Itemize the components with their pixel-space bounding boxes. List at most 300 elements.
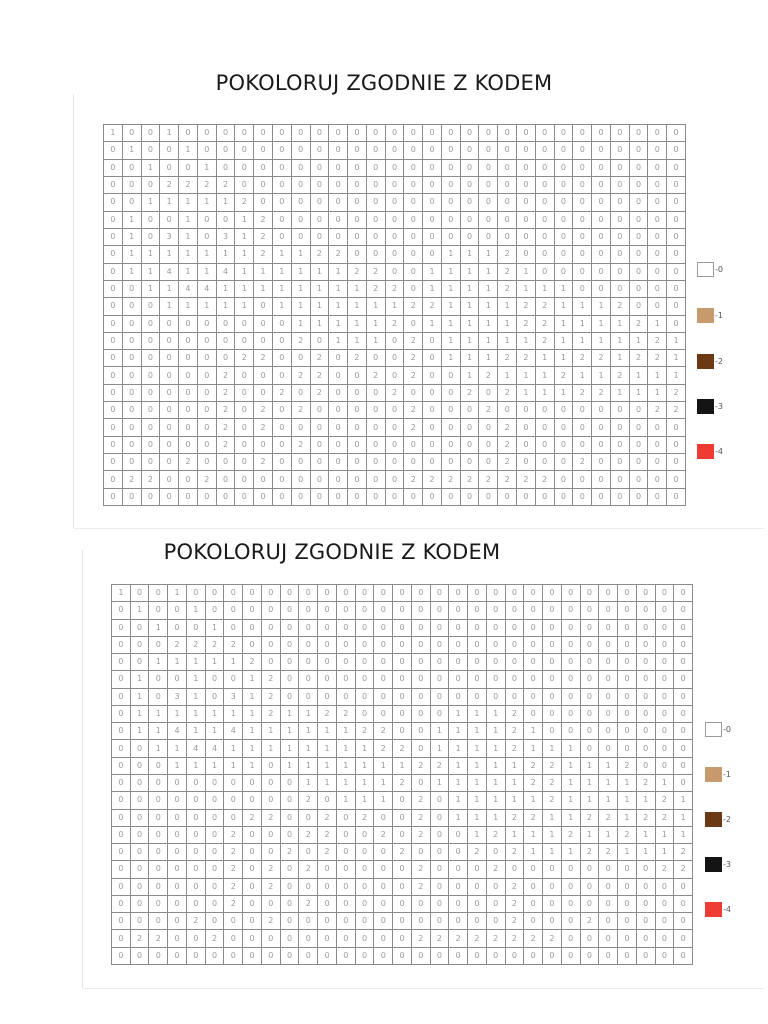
grid-cell[interactable]: 0 xyxy=(131,585,149,601)
grid-cell[interactable]: 0 xyxy=(235,316,253,332)
grid-cell[interactable]: 1 xyxy=(468,827,486,843)
grid-cell[interactable]: 1 xyxy=(562,740,580,756)
grid-cell[interactable]: 0 xyxy=(524,706,542,722)
grid-cell[interactable]: 1 xyxy=(149,654,167,670)
grid-cell[interactable]: 0 xyxy=(630,125,648,141)
grid-cell[interactable]: 0 xyxy=(243,792,261,808)
grid-cell[interactable]: 2 xyxy=(224,879,242,895)
grid-cell[interactable]: 1 xyxy=(524,723,542,739)
grid-cell[interactable]: 0 xyxy=(536,160,554,176)
grid-cell[interactable]: 1 xyxy=(160,194,178,210)
grid-cell[interactable]: 0 xyxy=(112,827,130,843)
grid-cell[interactable]: 0 xyxy=(393,810,411,826)
grid-cell[interactable]: 0 xyxy=(104,385,122,401)
grid-cell[interactable]: 2 xyxy=(517,471,535,487)
grid-cell[interactable]: 0 xyxy=(637,637,655,653)
grid-cell[interactable]: 0 xyxy=(404,281,422,297)
grid-cell[interactable]: 0 xyxy=(262,585,280,601)
grid-cell[interactable]: 2 xyxy=(179,454,197,470)
grid-cell[interactable]: 1 xyxy=(292,264,310,280)
grid-cell[interactable]: 0 xyxy=(674,654,692,670)
grid-cell[interactable]: 0 xyxy=(262,792,280,808)
grid-cell[interactable]: 1 xyxy=(592,316,610,332)
grid-cell[interactable]: 0 xyxy=(611,437,629,453)
grid-cell[interactable]: 0 xyxy=(637,654,655,670)
grid-cell[interactable]: 0 xyxy=(262,827,280,843)
grid-cell[interactable]: 1 xyxy=(235,212,253,228)
grid-cell[interactable]: 1 xyxy=(461,246,479,262)
grid-cell[interactable]: 2 xyxy=(318,827,336,843)
grid-cell[interactable]: 0 xyxy=(187,844,205,860)
grid-cell[interactable]: 0 xyxy=(524,585,542,601)
grid-cell[interactable]: 1 xyxy=(243,740,261,756)
grid-cell[interactable]: 1 xyxy=(299,740,317,756)
grid-cell[interactable]: 1 xyxy=(348,333,366,349)
grid-cell[interactable]: 0 xyxy=(224,602,242,618)
grid-cell[interactable]: 0 xyxy=(667,489,685,505)
grid-cell[interactable]: 0 xyxy=(149,896,167,912)
grid-cell[interactable]: 0 xyxy=(555,489,573,505)
grid-cell[interactable]: 4 xyxy=(198,281,216,297)
grid-cell[interactable]: 1 xyxy=(506,775,524,791)
grid-cell[interactable]: 0 xyxy=(442,437,460,453)
grid-cell[interactable]: 0 xyxy=(273,142,291,158)
grid-cell[interactable]: 0 xyxy=(543,896,561,912)
grid-cell[interactable]: 0 xyxy=(573,471,591,487)
grid-cell[interactable]: 0 xyxy=(235,419,253,435)
grid-cell[interactable]: 2 xyxy=(648,402,666,418)
grid-cell[interactable]: 2 xyxy=(506,723,524,739)
grid-cell[interactable]: 0 xyxy=(524,620,542,636)
grid-cell[interactable]: 0 xyxy=(562,879,580,895)
grid-cell[interactable]: 2 xyxy=(149,930,167,946)
grid-cell[interactable]: 0 xyxy=(667,246,685,262)
grid-cell[interactable]: 2 xyxy=(543,792,561,808)
grid-cell[interactable]: 1 xyxy=(273,298,291,314)
grid-cell[interactable]: 1 xyxy=(449,792,467,808)
grid-cell[interactable]: 1 xyxy=(581,827,599,843)
grid-cell[interactable]: 0 xyxy=(468,620,486,636)
grid-cell[interactable]: 0 xyxy=(356,948,374,964)
grid-cell[interactable]: 1 xyxy=(311,298,329,314)
grid-cell[interactable]: 1 xyxy=(198,264,216,280)
grid-cell[interactable]: 0 xyxy=(273,350,291,366)
grid-cell[interactable]: 0 xyxy=(318,896,336,912)
grid-cell[interactable]: 2 xyxy=(442,471,460,487)
grid-cell[interactable]: 1 xyxy=(131,689,149,705)
grid-cell[interactable]: 0 xyxy=(630,437,648,453)
grid-cell[interactable]: 0 xyxy=(498,402,516,418)
grid-cell[interactable]: 1 xyxy=(149,620,167,636)
grid-cell[interactable]: 0 xyxy=(592,160,610,176)
grid-cell[interactable]: 0 xyxy=(581,879,599,895)
grid-cell[interactable]: 0 xyxy=(112,637,130,653)
grid-cell[interactable]: 0 xyxy=(123,385,141,401)
grid-cell[interactable]: 0 xyxy=(431,948,449,964)
grid-cell[interactable]: 0 xyxy=(599,602,617,618)
grid-cell[interactable]: 2 xyxy=(254,402,272,418)
grid-cell[interactable]: 0 xyxy=(498,194,516,210)
grid-cell[interactable]: 0 xyxy=(555,419,573,435)
grid-cell[interactable]: 0 xyxy=(292,350,310,366)
grid-cell[interactable]: 4 xyxy=(160,264,178,280)
grid-cell[interactable]: 0 xyxy=(536,194,554,210)
grid-cell[interactable]: 1 xyxy=(442,281,460,297)
grid-cell[interactable]: 1 xyxy=(506,792,524,808)
grid-cell[interactable]: 0 xyxy=(637,930,655,946)
grid-cell[interactable]: 0 xyxy=(611,419,629,435)
grid-cell[interactable]: 0 xyxy=(562,671,580,687)
grid-cell[interactable]: 0 xyxy=(112,913,130,929)
grid-cell[interactable]: 0 xyxy=(461,142,479,158)
grid-cell[interactable]: 0 xyxy=(168,861,186,877)
grid-cell[interactable]: 0 xyxy=(543,637,561,653)
grid-cell[interactable]: 0 xyxy=(224,775,242,791)
grid-cell[interactable]: 0 xyxy=(412,637,430,653)
grid-cell[interactable]: 1 xyxy=(423,281,441,297)
grid-cell[interactable]: 0 xyxy=(206,602,224,618)
grid-cell[interactable]: 0 xyxy=(329,471,347,487)
grid-cell[interactable]: 0 xyxy=(112,671,130,687)
grid-cell[interactable]: 0 xyxy=(524,879,542,895)
grid-cell[interactable]: 0 xyxy=(243,602,261,618)
grid-cell[interactable]: 1 xyxy=(292,316,310,332)
grid-cell[interactable]: 0 xyxy=(243,827,261,843)
grid-cell[interactable]: 0 xyxy=(524,602,542,618)
grid-cell[interactable]: 0 xyxy=(356,706,374,722)
grid-cell[interactable]: 0 xyxy=(517,125,535,141)
grid-cell[interactable]: 0 xyxy=(599,689,617,705)
grid-cell[interactable]: 0 xyxy=(630,489,648,505)
grid-cell[interactable]: 0 xyxy=(104,281,122,297)
grid-cell[interactable]: 1 xyxy=(160,246,178,262)
grid-cell[interactable]: 1 xyxy=(543,740,561,756)
grid-cell[interactable]: 2 xyxy=(506,706,524,722)
grid-cell[interactable]: 0 xyxy=(656,913,674,929)
grid-cell[interactable]: 0 xyxy=(581,896,599,912)
grid-cell[interactable]: 0 xyxy=(187,585,205,601)
grid-cell[interactable]: 1 xyxy=(487,706,505,722)
grid-cell[interactable]: 0 xyxy=(524,671,542,687)
grid-cell[interactable]: 0 xyxy=(412,948,430,964)
grid-cell[interactable]: 0 xyxy=(618,879,636,895)
grid-cell[interactable]: 0 xyxy=(386,246,404,262)
grid-cell[interactable]: 1 xyxy=(243,723,261,739)
grid-cell[interactable]: 2 xyxy=(581,844,599,860)
grid-cell[interactable]: 1 xyxy=(112,585,130,601)
grid-cell[interactable]: 0 xyxy=(224,948,242,964)
grid-cell[interactable]: 3 xyxy=(224,689,242,705)
grid-cell[interactable]: 1 xyxy=(348,316,366,332)
grid-cell[interactable]: 0 xyxy=(179,350,197,366)
grid-cell[interactable]: 0 xyxy=(160,160,178,176)
grid-cell[interactable]: 0 xyxy=(374,637,392,653)
grid-cell[interactable]: 1 xyxy=(573,367,591,383)
grid-cell[interactable]: 1 xyxy=(299,723,317,739)
grid-cell[interactable]: 0 xyxy=(374,896,392,912)
grid-cell[interactable]: 0 xyxy=(656,930,674,946)
grid-cell[interactable]: 0 xyxy=(168,896,186,912)
grid-cell[interactable]: 0 xyxy=(461,402,479,418)
grid-cell[interactable]: 0 xyxy=(329,437,347,453)
grid-cell[interactable]: 0 xyxy=(386,125,404,141)
grid-cell[interactable]: 0 xyxy=(367,229,385,245)
grid-cell[interactable]: 0 xyxy=(348,212,366,228)
grid-cell[interactable]: 2 xyxy=(386,385,404,401)
grid-cell[interactable]: 1 xyxy=(337,758,355,774)
grid-cell[interactable]: 0 xyxy=(506,861,524,877)
grid-cell[interactable]: 0 xyxy=(112,740,130,756)
grid-cell[interactable]: 0 xyxy=(131,879,149,895)
grid-cell[interactable]: 1 xyxy=(592,367,610,383)
grid-cell[interactable]: 2 xyxy=(592,350,610,366)
grid-cell[interactable]: 1 xyxy=(479,264,497,280)
grid-cell[interactable]: 2 xyxy=(348,350,366,366)
grid-cell[interactable]: 1 xyxy=(442,316,460,332)
grid-cell[interactable]: 2 xyxy=(217,419,235,435)
grid-cell[interactable]: 0 xyxy=(374,913,392,929)
grid-cell[interactable]: 0 xyxy=(374,602,392,618)
grid-cell[interactable]: 2 xyxy=(311,367,329,383)
grid-cell[interactable]: 1 xyxy=(168,585,186,601)
grid-cell[interactable]: 4 xyxy=(168,723,186,739)
grid-cell[interactable]: 0 xyxy=(262,775,280,791)
grid-cell[interactable]: 0 xyxy=(667,160,685,176)
grid-cell[interactable]: 2 xyxy=(648,350,666,366)
grid-cell[interactable]: 0 xyxy=(356,602,374,618)
grid-cell[interactable]: 0 xyxy=(648,419,666,435)
grid-cell[interactable]: 0 xyxy=(487,602,505,618)
grid-cell[interactable]: 1 xyxy=(555,298,573,314)
grid-cell[interactable]: 1 xyxy=(468,792,486,808)
grid-cell[interactable]: 0 xyxy=(599,740,617,756)
grid-cell[interactable]: 0 xyxy=(273,437,291,453)
grid-cell[interactable]: 0 xyxy=(637,913,655,929)
grid-cell[interactable]: 2 xyxy=(224,637,242,653)
grid-cell[interactable]: 0 xyxy=(611,160,629,176)
grid-cell[interactable]: 0 xyxy=(648,246,666,262)
grid-cell[interactable]: 0 xyxy=(348,489,366,505)
grid-cell[interactable]: 0 xyxy=(431,706,449,722)
grid-cell[interactable]: 0 xyxy=(393,948,411,964)
grid-cell[interactable]: 0 xyxy=(404,316,422,332)
grid-cell[interactable]: 1 xyxy=(630,333,648,349)
grid-cell[interactable]: 1 xyxy=(142,246,160,262)
grid-cell[interactable]: 0 xyxy=(506,637,524,653)
grid-cell[interactable]: 0 xyxy=(498,142,516,158)
grid-cell[interactable]: 1 xyxy=(487,792,505,808)
grid-cell[interactable]: 2 xyxy=(217,385,235,401)
grid-cell[interactable]: 2 xyxy=(217,402,235,418)
grid-cell[interactable]: 0 xyxy=(562,861,580,877)
grid-cell[interactable]: 0 xyxy=(573,419,591,435)
grid-cell[interactable]: 0 xyxy=(517,402,535,418)
grid-cell[interactable]: 0 xyxy=(367,489,385,505)
grid-cell[interactable]: 0 xyxy=(273,367,291,383)
grid-cell[interactable]: 2 xyxy=(299,861,317,877)
grid-cell[interactable]: 0 xyxy=(206,948,224,964)
grid-cell[interactable]: 0 xyxy=(131,913,149,929)
grid-cell[interactable]: 1 xyxy=(299,758,317,774)
grid-cell[interactable]: 1 xyxy=(562,775,580,791)
grid-cell[interactable]: 0 xyxy=(555,177,573,193)
grid-cell[interactable]: 0 xyxy=(187,879,205,895)
grid-cell[interactable]: 0 xyxy=(599,948,617,964)
grid-cell[interactable]: 2 xyxy=(254,212,272,228)
grid-cell[interactable]: 0 xyxy=(674,671,692,687)
grid-cell[interactable]: 0 xyxy=(648,229,666,245)
grid-cell[interactable]: 0 xyxy=(356,671,374,687)
grid-cell[interactable]: 1 xyxy=(667,367,685,383)
grid-cell[interactable]: 1 xyxy=(543,827,561,843)
grid-cell[interactable]: 0 xyxy=(299,913,317,929)
grid-cell[interactable]: 0 xyxy=(667,142,685,158)
grid-cell[interactable]: 1 xyxy=(461,264,479,280)
grid-cell[interactable]: 0 xyxy=(449,913,467,929)
grid-cell[interactable]: 0 xyxy=(393,654,411,670)
grid-cell[interactable]: 0 xyxy=(487,844,505,860)
grid-cell[interactable]: 0 xyxy=(423,385,441,401)
grid-cell[interactable]: 0 xyxy=(592,125,610,141)
grid-cell[interactable]: 0 xyxy=(562,620,580,636)
grid-cell[interactable]: 2 xyxy=(498,471,516,487)
grid-cell[interactable]: 0 xyxy=(581,689,599,705)
grid-cell[interactable]: 0 xyxy=(667,212,685,228)
grid-cell[interactable]: 0 xyxy=(637,758,655,774)
grid-cell[interactable]: 0 xyxy=(393,671,411,687)
grid-cell[interactable]: 2 xyxy=(611,367,629,383)
grid-cell[interactable]: 2 xyxy=(206,637,224,653)
grid-cell[interactable]: 0 xyxy=(506,620,524,636)
grid-cell[interactable]: 0 xyxy=(367,350,385,366)
grid-cell[interactable]: 0 xyxy=(562,585,580,601)
grid-cell[interactable]: 0 xyxy=(573,125,591,141)
grid-cell[interactable]: 0 xyxy=(104,316,122,332)
grid-cell[interactable]: 1 xyxy=(449,758,467,774)
grid-cell[interactable]: 2 xyxy=(292,333,310,349)
grid-cell[interactable]: 0 xyxy=(449,879,467,895)
grid-cell[interactable]: 2 xyxy=(498,419,516,435)
grid-cell[interactable]: 1 xyxy=(329,264,347,280)
grid-cell[interactable]: 2 xyxy=(243,810,261,826)
grid-cell[interactable]: 0 xyxy=(329,212,347,228)
grid-cell[interactable]: 2 xyxy=(299,827,317,843)
grid-cell[interactable]: 0 xyxy=(648,454,666,470)
grid-cell[interactable]: 1 xyxy=(674,792,692,808)
grid-cell[interactable]: 1 xyxy=(461,316,479,332)
grid-cell[interactable]: 2 xyxy=(412,930,430,946)
grid-cell[interactable]: 0 xyxy=(273,489,291,505)
grid-cell[interactable]: 1 xyxy=(281,723,299,739)
grid-cell[interactable]: 0 xyxy=(112,723,130,739)
grid-cell[interactable]: 2 xyxy=(262,706,280,722)
grid-cell[interactable]: 1 xyxy=(374,775,392,791)
grid-cell[interactable]: 0 xyxy=(254,177,272,193)
grid-cell[interactable]: 1 xyxy=(423,316,441,332)
grid-cell[interactable]: 0 xyxy=(329,142,347,158)
grid-cell[interactable]: 1 xyxy=(648,385,666,401)
grid-cell[interactable]: 1 xyxy=(592,333,610,349)
grid-cell[interactable]: 0 xyxy=(356,620,374,636)
grid-cell[interactable]: 0 xyxy=(648,489,666,505)
grid-cell[interactable]: 0 xyxy=(386,177,404,193)
grid-cell[interactable]: 1 xyxy=(318,723,336,739)
grid-cell[interactable]: 1 xyxy=(667,350,685,366)
grid-cell[interactable]: 0 xyxy=(656,620,674,636)
grid-cell[interactable]: 1 xyxy=(281,758,299,774)
grid-cell[interactable]: 0 xyxy=(142,489,160,505)
grid-cell[interactable]: 0 xyxy=(149,861,167,877)
grid-cell[interactable]: 0 xyxy=(281,948,299,964)
grid-cell[interactable]: 0 xyxy=(618,948,636,964)
grid-cell[interactable]: 1 xyxy=(131,706,149,722)
grid-cell[interactable]: 2 xyxy=(254,419,272,435)
grid-cell[interactable]: 0 xyxy=(431,585,449,601)
grid-cell[interactable]: 2 xyxy=(412,758,430,774)
grid-cell[interactable]: 2 xyxy=(592,385,610,401)
grid-cell[interactable]: 0 xyxy=(104,437,122,453)
grid-cell[interactable]: 0 xyxy=(461,160,479,176)
grid-cell[interactable]: 2 xyxy=(356,723,374,739)
grid-cell[interactable]: 1 xyxy=(630,385,648,401)
grid-cell[interactable]: 1 xyxy=(536,385,554,401)
grid-cell[interactable]: 1 xyxy=(524,844,542,860)
grid-cell[interactable]: 1 xyxy=(442,246,460,262)
grid-cell[interactable]: 0 xyxy=(637,602,655,618)
grid-cell[interactable]: 1 xyxy=(517,385,535,401)
grid-cell[interactable]: 0 xyxy=(442,177,460,193)
grid-cell[interactable]: 0 xyxy=(468,689,486,705)
grid-cell[interactable]: 0 xyxy=(235,471,253,487)
grid-cell[interactable]: 0 xyxy=(149,602,167,618)
grid-cell[interactable]: 0 xyxy=(618,585,636,601)
grid-cell[interactable]: 0 xyxy=(281,637,299,653)
grid-cell[interactable]: 1 xyxy=(461,298,479,314)
grid-cell[interactable]: 0 xyxy=(337,913,355,929)
grid-cell[interactable]: 0 xyxy=(254,194,272,210)
grid-cell[interactable]: 1 xyxy=(449,723,467,739)
grid-cell[interactable]: 0 xyxy=(235,489,253,505)
grid-cell[interactable]: 2 xyxy=(367,367,385,383)
grid-cell[interactable]: 0 xyxy=(281,930,299,946)
grid-cell[interactable]: 1 xyxy=(187,671,205,687)
grid-cell[interactable]: 2 xyxy=(412,810,430,826)
grid-cell[interactable]: 1 xyxy=(224,654,242,670)
grid-cell[interactable]: 1 xyxy=(431,775,449,791)
grid-cell[interactable]: 0 xyxy=(299,620,317,636)
grid-cell[interactable]: 2 xyxy=(674,861,692,877)
grid-cell[interactable]: 1 xyxy=(637,792,655,808)
grid-cell[interactable]: 0 xyxy=(461,437,479,453)
grid-cell[interactable]: 0 xyxy=(142,437,160,453)
grid-cell[interactable]: 0 xyxy=(423,246,441,262)
grid-cell[interactable]: 0 xyxy=(254,333,272,349)
grid-cell[interactable]: 1 xyxy=(273,281,291,297)
grid-cell[interactable]: 0 xyxy=(449,671,467,687)
grid-cell[interactable]: 0 xyxy=(536,454,554,470)
grid-cell[interactable]: 2 xyxy=(555,367,573,383)
grid-cell[interactable]: 0 xyxy=(367,246,385,262)
grid-cell[interactable]: 0 xyxy=(667,471,685,487)
grid-cell[interactable]: 1 xyxy=(674,827,692,843)
grid-cell[interactable]: 0 xyxy=(573,177,591,193)
grid-cell[interactable]: 0 xyxy=(273,471,291,487)
grid-cell[interactable]: 2 xyxy=(404,419,422,435)
grid-cell[interactable]: 0 xyxy=(318,861,336,877)
grid-cell[interactable]: 0 xyxy=(198,454,216,470)
grid-cell[interactable]: 0 xyxy=(318,930,336,946)
grid-cell[interactable]: 1 xyxy=(581,758,599,774)
